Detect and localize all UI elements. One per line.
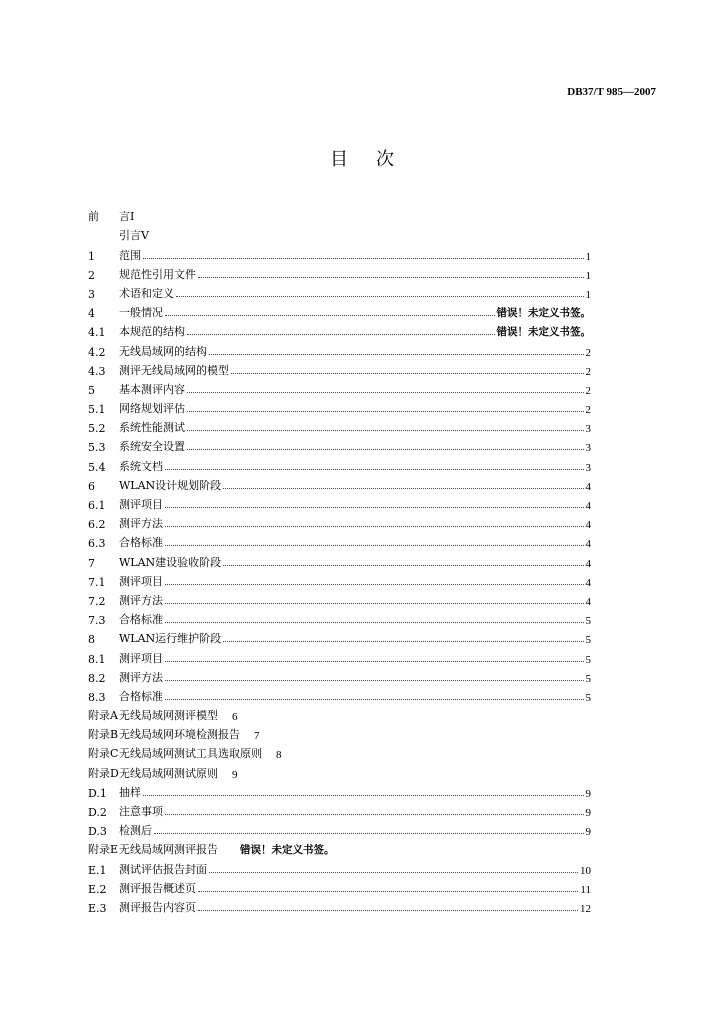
- toc-entry-title: 合格标准: [119, 536, 163, 550]
- toc-entry-page: 1: [585, 288, 591, 301]
- toc-entry-title: 检测后: [119, 824, 152, 838]
- dot-leader: [209, 354, 584, 355]
- toc-entry[interactable]: [88, 493, 591, 512]
- toc-entry-number: 附录B: [88, 728, 119, 742]
- toc-entry-number: 7: [88, 556, 95, 570]
- toc-entry-title: 测评无线局域网的模型: [119, 363, 229, 377]
- dot-leader: [165, 526, 584, 527]
- dot-leader: [165, 315, 495, 316]
- dot-leader: [165, 661, 584, 662]
- toc-entry-number: E.1: [88, 863, 107, 877]
- toc-entry-number: 8.1: [88, 652, 106, 666]
- toc-entry[interactable]: [88, 339, 591, 358]
- dot-leader: [187, 411, 584, 412]
- dot-leader: [209, 872, 578, 873]
- toc-entry-number: 6.1: [88, 499, 106, 512]
- toc-entry-title: 系统文档: [119, 459, 163, 473]
- toc-entry[interactable]: [88, 359, 591, 378]
- dot-leader: [223, 565, 583, 566]
- toc-entry-number: D.1: [88, 786, 107, 800]
- toc-entry-title: 测评项目: [119, 498, 163, 511]
- toc-entry-number: 5.1: [88, 403, 106, 417]
- toc-entry[interactable]: [88, 454, 591, 473]
- toc-entry-number: 附录C: [88, 747, 119, 761]
- toc-entry-number: 5.3: [88, 441, 106, 455]
- toc-entry[interactable]: [88, 742, 591, 761]
- toc-entry-title: 合格标准: [119, 689, 163, 703]
- toc-entry-page: 11: [580, 883, 591, 896]
- toc-entry-page: 7: [254, 730, 260, 743]
- dot-leader: [165, 584, 584, 585]
- page-title: 目次: [330, 149, 422, 170]
- toc-entry-number: D.3: [88, 825, 107, 839]
- dot-leader: [143, 795, 584, 796]
- dot-leader: [176, 296, 584, 297]
- toc-entry-page: 4: [585, 519, 591, 532]
- dot-leader: [198, 910, 578, 911]
- toc-entry-title: 一般情况: [119, 306, 163, 320]
- toc-entry[interactable]: [88, 685, 591, 704]
- toc-entry-page: 5: [585, 672, 591, 685]
- dot-leader: [187, 449, 584, 450]
- toc-entry-page: 2: [585, 404, 591, 417]
- toc-entry[interactable]: [88, 761, 591, 780]
- dot-leader: [165, 680, 584, 681]
- toc-entry-title: 合格标准: [119, 613, 163, 627]
- toc-entry-page: 8: [276, 749, 282, 762]
- toc-entry[interactable]: [88, 857, 591, 876]
- dot-leader: [165, 603, 584, 604]
- toc-entry-number: 4.2: [88, 345, 106, 359]
- toc-entry-title: 术语和定义: [119, 286, 174, 300]
- toc-entry-title: WLAN设计规划阶段: [119, 478, 222, 492]
- toc-entry[interactable]: [88, 666, 591, 685]
- toc-entry[interactable]: [88, 704, 591, 723]
- toc-entry-number: D.2: [88, 806, 107, 819]
- toc-entry-number: 5.2: [88, 422, 106, 436]
- toc-entry-title: 本规范的结构: [119, 325, 185, 339]
- dot-leader: [165, 469, 584, 470]
- toc-entry-title: WLAN运行维护阶段: [119, 632, 222, 646]
- dot-leader: [165, 814, 584, 815]
- dot-leader: [165, 507, 584, 508]
- toc-entry-title: 无线局域网测评模型: [119, 709, 218, 723]
- dot-leader: [223, 641, 583, 642]
- toc-entry-page: 4: [585, 576, 591, 589]
- toc-entry-title: 系统性能测试: [119, 421, 185, 435]
- toc-entry-page: 9: [585, 826, 591, 839]
- dot-leader: [143, 258, 584, 259]
- dot-leader: [198, 891, 578, 892]
- toc-entry-number: 4: [88, 307, 95, 321]
- toc-entry-title: 测评报告概述页: [119, 881, 196, 895]
- toc-entry[interactable]: [88, 301, 591, 320]
- toc-entry-title: 系统安全设置: [119, 440, 185, 454]
- toc-entry-page: 4: [585, 480, 591, 493]
- toc-entry[interactable]: [88, 282, 591, 301]
- toc-entry-title: WLAN建设验收阶段: [119, 555, 222, 569]
- toc-entry-title: 测评报告内容页: [119, 900, 196, 914]
- toc-entry-number: 8: [88, 633, 95, 647]
- standard-code: DB37/T 985—2007: [567, 86, 656, 98]
- toc-entry[interactable]: [88, 224, 591, 243]
- toc-entry-page: 1: [585, 250, 591, 263]
- toc-entry-page: 4: [585, 538, 591, 551]
- toc-entry-page: 5: [585, 615, 591, 628]
- toc-entry-title: 测评方法: [119, 593, 163, 607]
- dot-leader: [154, 833, 584, 834]
- dot-leader: [198, 277, 584, 278]
- toc-entry-number: 7.1: [88, 575, 106, 589]
- toc-entry-title: 引言V: [119, 229, 149, 243]
- dot-leader: [165, 699, 584, 700]
- toc-entry-page: 5: [585, 634, 591, 647]
- toc-entry-page: 9: [232, 768, 238, 781]
- toc-entry-number: E.2: [88, 882, 107, 896]
- dot-leader: [223, 488, 583, 489]
- toc-entry[interactable]: [88, 416, 591, 435]
- toc-entry-page: 9: [585, 787, 591, 800]
- toc-entry-page: 3: [585, 461, 591, 474]
- toc-entry-page: 2: [585, 384, 591, 397]
- toc-entry[interactable]: [88, 378, 591, 397]
- toc-entry-page: 4: [585, 557, 591, 570]
- toc-entry-number: 4.3: [88, 364, 106, 378]
- toc-entry-title: 抽样: [119, 785, 141, 799]
- toc-entry-number: 前: [88, 210, 99, 224]
- toc-entry-number: 1: [88, 249, 95, 263]
- toc-entry[interactable]: [88, 531, 591, 550]
- toc-entry[interactable]: [88, 781, 591, 800]
- toc-entry-number: 6.3: [88, 537, 106, 551]
- toc-entry-number: 8.3: [88, 690, 106, 704]
- toc-entry-number: 附录E: [88, 843, 119, 857]
- toc-entry-title: 范围: [119, 248, 141, 262]
- toc-entry[interactable]: [88, 570, 591, 589]
- toc-entry-number: 7.2: [88, 594, 106, 608]
- toc-entry[interactable]: [88, 512, 591, 531]
- toc-entry-number: 7.3: [88, 614, 106, 628]
- toc-entry-number: 附录A: [88, 709, 118, 723]
- toc-entry-title: 网络规划评估: [119, 402, 185, 416]
- dot-leader: [187, 392, 584, 393]
- dot-leader: [165, 545, 584, 546]
- toc-entry[interactable]: [88, 243, 591, 262]
- toc-entry-title: 测评项目: [119, 651, 163, 665]
- toc-entry-page: 2: [585, 365, 591, 378]
- toc-entry-title: 言I: [119, 210, 135, 224]
- bookmark-error-text: 错误！未定义书签。: [496, 326, 591, 339]
- toc-entry-page: 4: [585, 595, 591, 608]
- toc-entry[interactable]: [88, 397, 591, 416]
- toc-entry-page: 12: [580, 902, 591, 915]
- toc-entry[interactable]: [88, 646, 591, 665]
- toc-entry[interactable]: [88, 550, 591, 569]
- toc-entry-number: 6.2: [88, 518, 106, 532]
- toc-entry[interactable]: [88, 723, 591, 742]
- toc-entry-number: 3: [88, 287, 95, 301]
- toc-entry-page: 9: [585, 807, 591, 819]
- dot-leader: [231, 373, 584, 374]
- toc-entry-title: 无线局域网测试原则: [119, 766, 218, 780]
- toc-entry-title: 无线局域网环境检测报告: [119, 728, 240, 742]
- toc-entry-title: 测试评估报告封面: [119, 862, 207, 876]
- toc-entry-page: 10: [580, 864, 591, 877]
- toc-entry-number: 5.4: [88, 460, 106, 474]
- toc-entry[interactable]: [88, 205, 591, 224]
- toc-entry[interactable]: [88, 896, 591, 915]
- toc-entry[interactable]: [88, 435, 591, 454]
- toc-entry[interactable]: [88, 819, 591, 838]
- toc-entry-number: 4.1: [88, 326, 106, 340]
- toc-entry[interactable]: [88, 320, 591, 339]
- toc-entry-page: 3: [585, 423, 591, 436]
- toc-entry-number: 8.2: [88, 671, 106, 685]
- toc-entry-page: 5: [585, 653, 591, 666]
- toc-entry-number: E.3: [88, 901, 107, 915]
- dot-leader: [187, 430, 584, 431]
- toc-entry-title: 无线局域网测评报告: [119, 843, 218, 857]
- toc-entry-page: 3: [585, 442, 591, 455]
- bookmark-error-text: 错误！未定义书签。: [496, 307, 591, 320]
- toc-entry-page: 1: [585, 269, 591, 282]
- toc-entry[interactable]: [88, 474, 591, 493]
- toc-entry-page: 5: [585, 691, 591, 704]
- toc-entry-title: 基本测评内容: [119, 382, 185, 396]
- toc-entry-title: 规范性引用文件: [119, 267, 196, 281]
- toc-entry-number: 6: [88, 479, 95, 493]
- toc-entry-page: 2: [585, 346, 591, 359]
- toc-entry[interactable]: [88, 877, 591, 896]
- toc-entry-title: 无线局域网测试工具选取原则: [119, 747, 262, 761]
- toc-entry[interactable]: [88, 627, 591, 646]
- toc-entry-number: 5: [88, 383, 95, 397]
- toc-entry[interactable]: [88, 263, 591, 282]
- toc-entry[interactable]: [88, 838, 591, 857]
- toc-entry-number: 附录D: [88, 766, 119, 780]
- toc-entry-title: 测评方法: [119, 517, 163, 531]
- toc-entry-title: 测评方法: [119, 670, 163, 684]
- table-of-contents: [88, 205, 591, 915]
- toc-entry-page: 6: [232, 711, 238, 724]
- dot-leader: [165, 622, 584, 623]
- toc-entry[interactable]: [88, 800, 591, 819]
- toc-entry[interactable]: [88, 608, 591, 627]
- toc-entry[interactable]: [88, 589, 591, 608]
- dot-leader: [187, 334, 495, 335]
- bookmark-error-text: 错误！未定义书签。: [240, 844, 335, 857]
- toc-entry-number: 2: [88, 268, 95, 282]
- toc-entry-title: 注意事项: [119, 805, 163, 818]
- toc-entry-page: 4: [585, 500, 591, 512]
- toc-entry-title: 无线局域网的结构: [119, 344, 207, 358]
- toc-entry-title: 测评项目: [119, 574, 163, 588]
